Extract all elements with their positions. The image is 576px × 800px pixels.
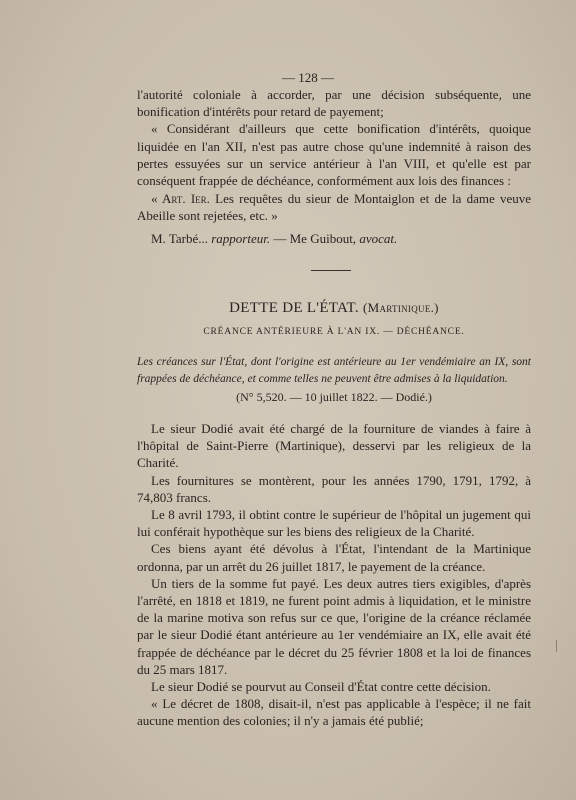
case-reference: (N° 5,520. — 10 juillet 1822. — Dodié.) bbox=[236, 390, 432, 404]
rapporteur-role: rapporteur. bbox=[211, 231, 271, 246]
section-subtitle: CRÉANCE ANTÉRIEURE À L'AN IX. — DÉCHÉANCE. bbox=[203, 327, 465, 337]
body-paragraph-7: « Le décret de 1808, disait-il, n'est pas applicable à l'espèce; il ne fait aucune mention des colonies; il n'y a jamais été publié; bbox=[137, 696, 531, 729]
intro-text bbox=[137, 86, 531, 189]
body-paragraph-4: Ces biens ayant été dévolus à l'État, l'intendant de la Martinique ordonna, par un arrêt du 26 juillet 1817, le payement de la créance. bbox=[137, 541, 531, 574]
body-paragraph-3: Le 8 avril 1793, il obtint contre le supérieur de l'hôpital un jugement qui lui conférait hypothèque sur les biens des religieux de la Charité. bbox=[137, 507, 531, 540]
article-prefix: « Art. Ier. bbox=[151, 191, 210, 206]
section-divider bbox=[311, 270, 351, 271]
article-paragraph bbox=[137, 190, 531, 224]
margin-mark bbox=[556, 640, 561, 652]
case-body bbox=[137, 420, 531, 730]
page-number: — 128 — bbox=[282, 70, 334, 85]
body-paragraph-1: Le sieur Dodié avait été chargé de la fourniture de viandes à faire à l'hôpital de Saint-Pierre (Martinique), desservi par les religieux de la Charité. bbox=[137, 421, 531, 471]
signature-separator: — bbox=[270, 231, 290, 246]
section-title: DETTE DE L'ÉTAT. bbox=[229, 300, 359, 316]
signature-line bbox=[137, 230, 531, 247]
avocat-role: avocat. bbox=[359, 231, 398, 246]
section-place: (Martinique.) bbox=[362, 300, 439, 315]
rapporteur-name: M. Tarbé... bbox=[151, 231, 208, 246]
avocat-name: Me Guibout, bbox=[289, 231, 357, 246]
body-paragraph-5: Un tiers de la somme fut payé. Les deux autres tiers exigibles, d'après l'arrêté, en 1818 et 1819, ne furent point admis à liquidation, et le ministre de la marine motiva son refus sur ce que, l'origine de la créance réclamée par le sieur Dodié étant antérieure au 1er vendémiaire an IX, elle avait été frappée de déchéance par le décret du 25 février 1808 et la loi de finances du 25 mars 1817. bbox=[137, 575, 531, 677]
intro-paragraph-2: « Considérant d'ailleurs que cette bonification d'intérêts, quoique liquidée en l'an XII, n'est pas autre chose qu'une indemnité à raison des pertes essuyées sur un service antérieur à l'an VIII, et qu'elle est par conséquent frappée de déchéance, conformément aux lois des finances : bbox=[137, 121, 531, 189]
body-paragraph-6: Le sieur Dodié se pourvut au Conseil d'État contre cette décision. bbox=[151, 679, 491, 695]
article-text: Les requêtes du sieur de Montaiglon et de la dame veuve Abeille sont rejetées, etc. » bbox=[137, 191, 531, 224]
body-paragraph-2: Les fournitures se montèrent, pour les années 1790, 1791, 1792, à 74,803 francs. bbox=[137, 472, 531, 505]
section-heading bbox=[137, 300, 531, 317]
case-summary: Les créances sur l'État, dont l'origine est antérieure au 1er vendémiaire an IX, sont frappées de déchéance, et comme telles ne peuvent être admises à la liquidation. bbox=[137, 356, 531, 385]
intro-paragraph-1: l'autorité coloniale à accorder, par une décision subséquente, une bonification d'intérêts pour retard de payement; bbox=[137, 87, 531, 120]
